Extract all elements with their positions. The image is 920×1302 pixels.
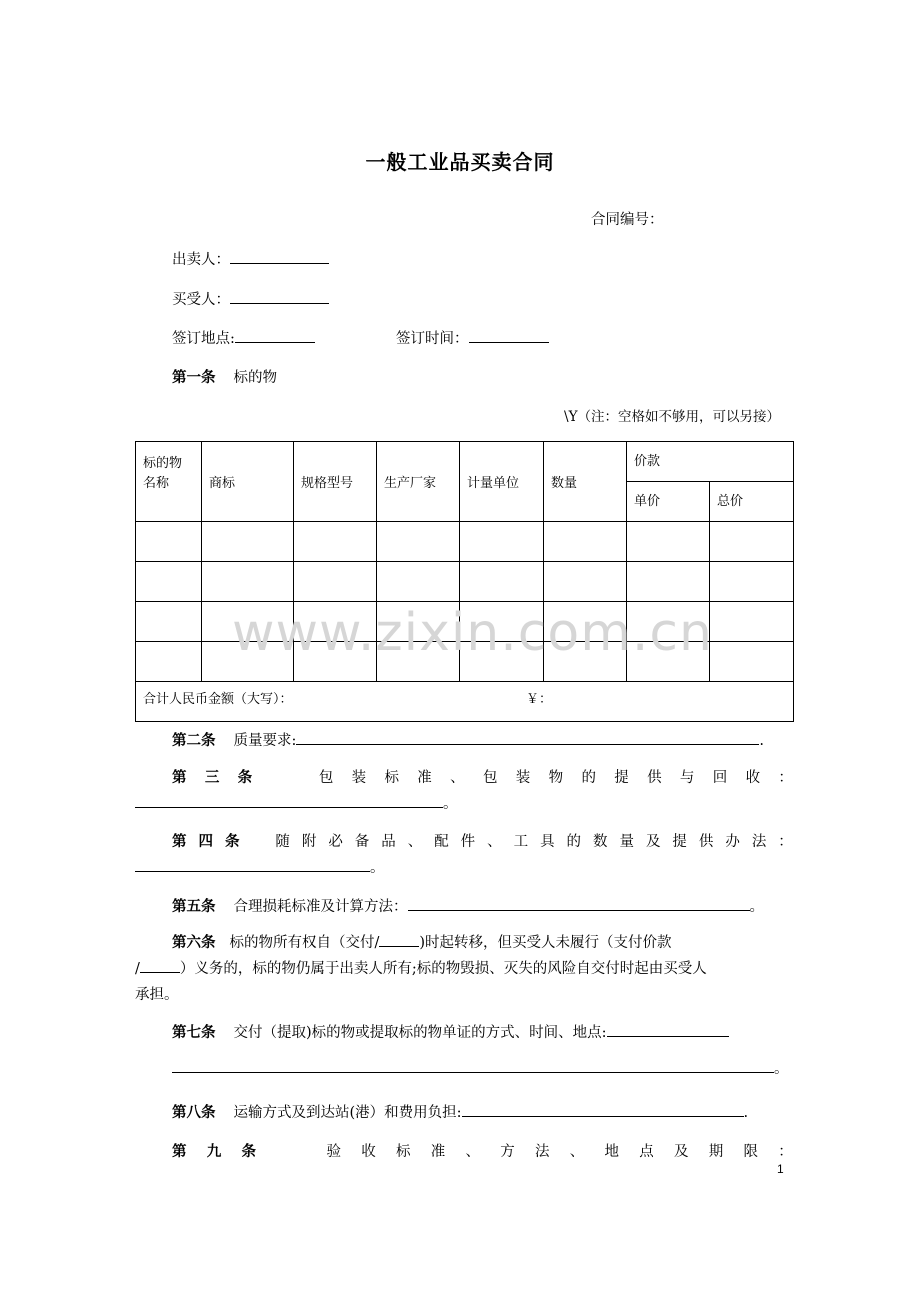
article-2-blank[interactable] [296,729,759,745]
article-4-char: 工 [513,834,529,850]
article-3-char: 装 [515,770,531,786]
header-maker: 生产厂家 [377,442,460,522]
article-4-char: 提 [672,834,687,850]
article-4-char: 办 [725,834,740,850]
article-4-char: 附 [301,834,317,850]
article-5-blank[interactable] [408,895,750,911]
table-cell[interactable] [710,562,794,602]
article-4-char: 必 [328,834,343,850]
article-4-char: 、 [487,834,502,850]
article-7 [135,1020,793,1082]
article-7-text: 交付（提取)标的物或提取标的物单证的方式、时间、地点: [233,1025,607,1041]
article-3-char: 准 [417,770,432,786]
article-1 [172,366,277,387]
article-9-char: 地 [604,1144,619,1160]
article-8-end: . [743,1105,749,1121]
article-7-line2 [135,1056,793,1082]
article-4-char: 、 [407,834,423,850]
article-3-char: ： [778,770,793,786]
article-5-number: 第五条 [172,898,216,915]
watermark: www.zixin.com.cn [232,603,713,663]
table-note: \Y（注：空格如不够用，可以另接） [564,409,780,425]
article-3-line2 [135,791,793,817]
article-4-char: 供 [698,834,714,850]
article-8-blank[interactable] [462,1101,744,1117]
header-item-name: 标的物名称 [136,442,202,522]
table-cell[interactable] [460,562,544,602]
article-4-char: 法 [751,834,767,850]
article-4 [135,829,793,881]
table-cell[interactable] [136,562,202,602]
header-quantity: 数量 [544,442,627,522]
table-cell[interactable] [627,522,710,562]
table-cell[interactable] [136,602,202,642]
seller-blank[interactable] [230,248,329,264]
article-4-char: 品 [381,834,396,850]
article-9-char: 验 [326,1144,341,1160]
table-cell[interactable] [710,522,794,562]
article-4-char: 配 [434,834,449,850]
seller-label: 出卖人： [172,252,230,268]
goods-table [135,441,794,722]
article-4-char: 件 [460,834,476,850]
table-row [136,562,794,602]
article-9-char: 限 [743,1144,758,1160]
table-cell[interactable] [544,562,627,602]
table-cell[interactable] [377,562,460,602]
yen-label: ￥： [526,692,553,707]
header-total-price: 总价 [710,482,794,522]
article-3-char: 条 [237,769,253,786]
article-3-char: 标 [384,770,399,786]
article-6-number: 第六条 [172,934,216,951]
article-4-char: 及 [645,834,661,850]
article-3 [135,765,793,817]
article-4-char: 量 [619,834,634,850]
article-3-char: 回 [712,770,728,786]
article-3-char: 装 [351,770,367,786]
article-3-char: 的 [581,770,596,786]
table-cell[interactable] [377,522,460,562]
article-8-text: 运输方式及到达站(港）和费用负担: [233,1105,462,1121]
header-spec: 规格型号 [294,442,377,522]
header-brand: 商标 [202,442,294,522]
article-9-char: 九 [206,1143,222,1160]
article-9-char: 标 [396,1144,411,1160]
article-3-char: 、 [450,770,465,786]
sign-place-label: 签订地点: [172,331,235,347]
article-5-text: 合理损耗标准及计算方法： [233,899,408,915]
article-6-text-c: / [135,961,140,977]
article-4-end: 。 [370,860,385,876]
article-4-char: 条 [224,833,240,850]
article-2 [172,729,764,750]
article-3-blank[interactable] [135,792,443,808]
buyer-field [172,288,329,309]
table-cell[interactable] [294,562,377,602]
buyer-label: 买受人： [172,292,230,308]
article-4-line1 [135,829,793,855]
header-price: 价款 [627,442,794,482]
article-9-line1 [135,1139,793,1165]
article-4-line2 [135,855,793,881]
table-cell[interactable] [136,522,202,562]
article-4-char: 随 [275,834,290,850]
table-cell[interactable] [136,642,202,682]
article-7-line1 [135,1020,793,1046]
article-3-char: 包 [482,770,498,786]
article-7-number: 第七条 [172,1024,216,1041]
table-cell[interactable] [627,562,710,602]
article-9-char: 点 [639,1144,654,1160]
article-4-char: 具 [540,834,555,850]
article-8 [172,1101,748,1122]
article-6-blank-2[interactable] [140,957,180,973]
article-9-char: 、 [465,1144,480,1160]
article-9-char: 第 [172,1143,187,1160]
sign-place-blank[interactable] [235,327,315,343]
article-8-number: 第八条 [172,1104,216,1121]
table-cell[interactable] [710,642,794,682]
table-row [136,522,794,562]
article-3-char: 三 [204,769,220,786]
article-4-char: 数 [593,834,608,850]
article-6-text-d: ）义务的，标的物仍属于出卖人所有;标的物毁损、灭失的风险自交付时起由买受人 [179,961,707,977]
article-9-char: 、 [569,1144,585,1160]
article-9-char: 及 [674,1144,689,1160]
article-4-char: 第 [172,833,187,850]
article-9-char: 方 [500,1144,515,1160]
table-cell[interactable] [460,522,544,562]
article-2-end: . [759,733,764,749]
article-5 [172,895,764,916]
article-2-number: 第二条 [172,732,216,749]
article-7-end: 。 [774,1061,789,1077]
article-2-text: 质量要求: [233,733,297,749]
article-3-char: 收 [745,770,761,786]
article-6-blank-1[interactable] [379,931,419,947]
article-3-char: 物 [548,770,564,786]
table-cell[interactable] [544,522,627,562]
article-7-blank-1[interactable] [607,1021,729,1037]
article-6-text-e: 承担。 [135,987,179,1003]
sign-time-blank[interactable] [469,327,549,343]
article-9-char: 法 [535,1144,550,1160]
header-unit-price: 单价 [627,482,710,522]
article-1-text: 标的物 [233,370,277,386]
article-9-char: 期 [708,1144,724,1160]
article-9-char: 收 [361,1144,376,1160]
table-total-row [136,682,794,722]
article-6-text-b: )时起转移，但买受人未履行（支付价款 [419,935,672,951]
document-title: 一般工业品买卖合同 [365,150,555,174]
article-6-line2 [135,956,793,982]
sign-time-label: 签订时间： [396,331,469,347]
article-3-end: 。 [443,796,458,812]
article-6-line3 [135,982,793,1008]
article-4-char: 四 [198,833,213,850]
total-amount-cell[interactable] [136,682,794,722]
article-4-char: ： [778,834,793,850]
table-cell[interactable] [202,522,294,562]
article-6-text-a: 标的物所有权自（交付/ [229,935,380,951]
article-3-char: 与 [679,770,695,786]
article-7-blank-2[interactable] [172,1057,774,1073]
sign-place-field [172,327,315,348]
article-3-char: 提 [614,770,629,786]
article-3-char: 供 [647,770,662,786]
page-number: 1 [777,1162,784,1176]
article-1-number: 第一条 [172,369,216,386]
article-6-line1 [135,930,793,956]
article-9-char: ： [778,1144,793,1160]
article-9 [135,1139,793,1165]
article-6 [135,930,793,1008]
buyer-blank[interactable] [230,288,329,304]
article-9-char: 条 [241,1143,256,1160]
article-3-char: 包 [318,770,334,786]
article-4-char: 备 [354,834,370,850]
table-cell[interactable] [294,522,377,562]
contract-number-label: 合同编号： [591,212,664,228]
table-cell[interactable] [710,602,794,642]
article-5-end: 。 [749,899,764,915]
header-unit: 计量单位 [460,442,544,522]
article-4-char: 的 [566,834,582,850]
article-4-blank[interactable] [135,856,370,872]
table-cell[interactable] [202,562,294,602]
article-3-line1 [135,765,793,791]
sign-time-field [396,327,549,348]
article-3-char: 第 [172,769,187,786]
article-9-char: 准 [430,1144,446,1160]
total-amount-label: 合计人民币金额（大写）： [143,692,293,707]
seller-field [172,248,329,269]
